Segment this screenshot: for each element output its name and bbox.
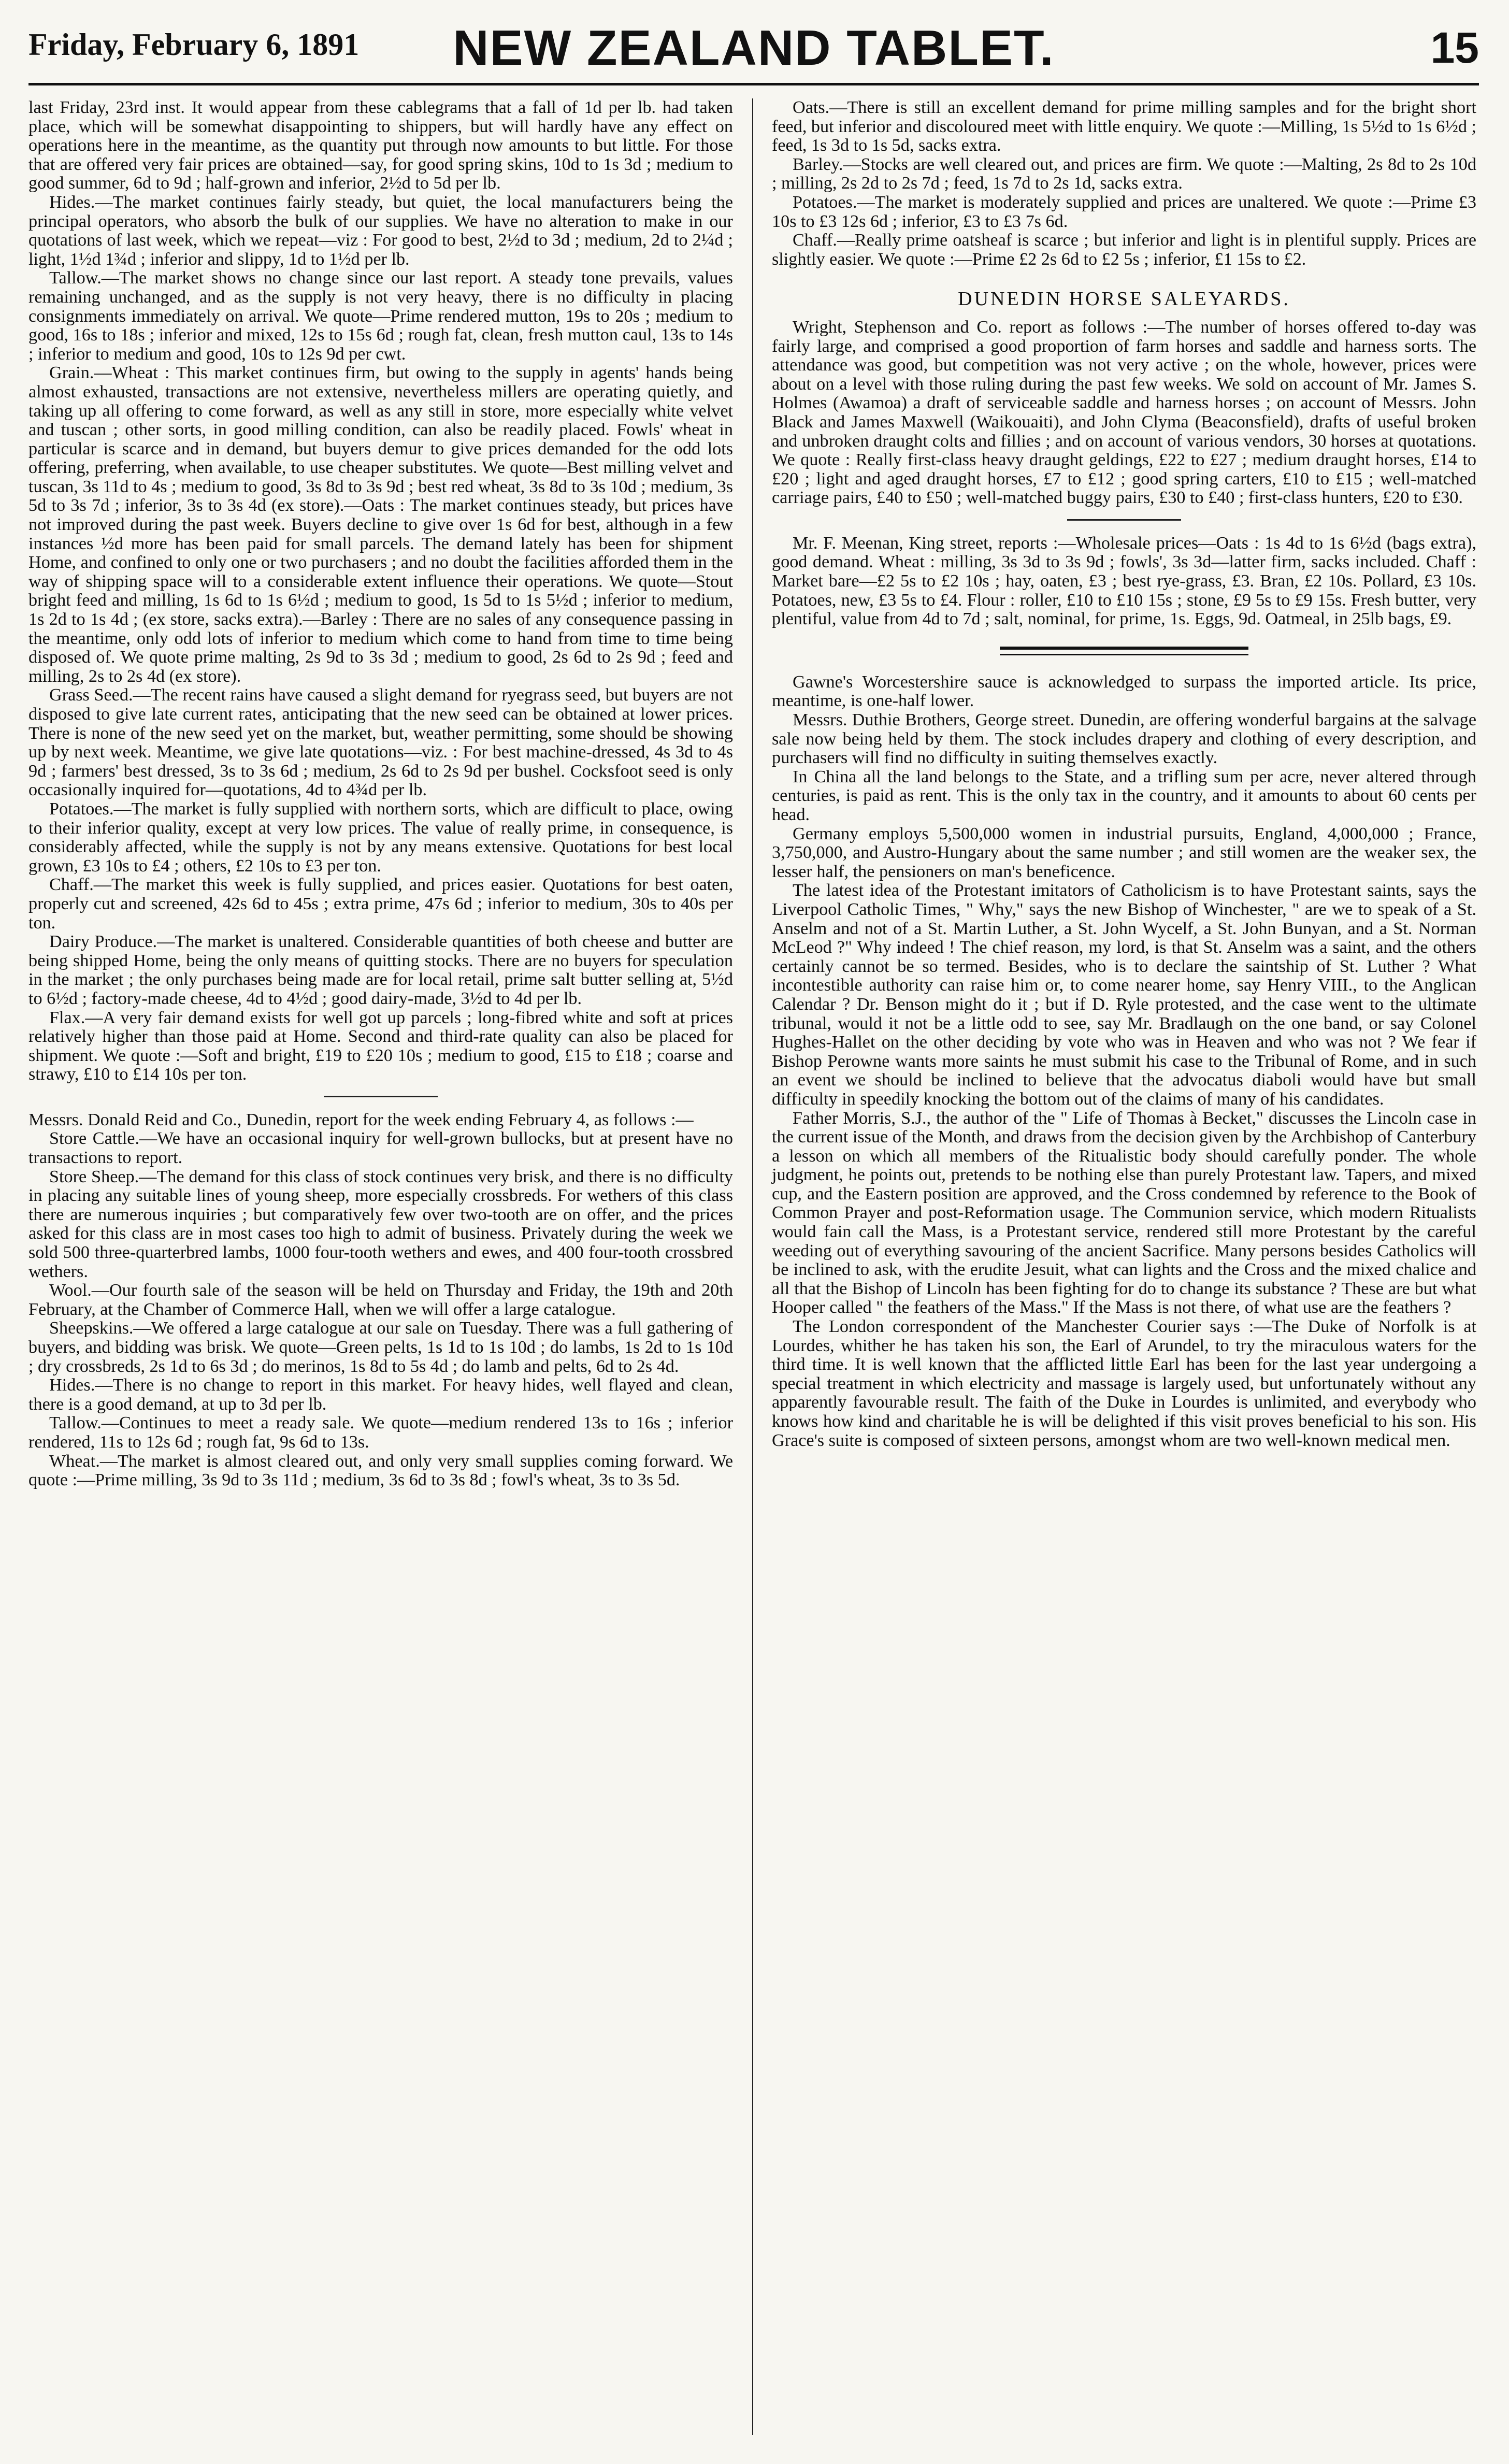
article-paragraph: Hides.—The market continues fairly steady, but quiet, the local manufacturers being the principal operators, who absorb the bulk of our supplies. We have no alteration to make in our quotations of last week, which we repeat—viz : For good to best, 2½d to 3d ; medium, 2d to 2¼d ; light, 1½d 1¾d ; inferior and slippy, 1d to 1½d per lb. (28, 192, 733, 269)
article-paragraph: Gawne's Worcestershire sauce is acknowledged to surpass the imported article. Its price, meantime, is one-half lower. (772, 672, 1476, 711)
article-paragraph: Store Cattle.—We have an occasional inquiry for well-grown bullocks, but at present have no transactions to report. (28, 1129, 733, 1168)
article-paragraph: Grain.—Wheat : This market continues firm, but owing to the supply in agents' hands being almost exhausted, transactions are not extensive, nevertheless millers are operating quietly, and taking up all offering to come forward, as well as any still in store, more especially white velvet and tuscan ; other sorts, in good milling condition, can also be readily placed. Fowls' wheat in particular is scarce and in demand, but buyers demur to give prices demanded for the odd lots offering, preferring, when available, to use cheaper substitutes. We quote—Best milling velvet and tuscan, 3s 11d to 4s ; medium to good, 3s 8d to 3s 9d ; best red wheat, 3s 8d to 3s 10d ; medium, 3s 5d to 3s 7d ; inferior, 3s to 3s 4d (ex store).—Oats : The market continues steady, but prices have not improved during the past week. Buyers decline to give over 1s 6d for best, although in a few instances ½d more has been paid for small parcels. The demand lately has been for shipment Home, and confined to only one or two purchasers ; and no doubt the facilities afforded them in the way of shipping space will to a considerable extent influence their operations. We quote—Stout bright feed and milling, 1s 6d to 1s 6½d ; medium to good, 1s 5d to 1s 5½d ; inferior to medium, 1s 2d to 1s 4d ; (ex store, sacks extra).—Barley : There are no sales of any consequence passing in the meantime, only odd lots of inferior to medium which come to hand from time to time being disposed of. We quote prime malting, 2s 9d to 3s 3d ; medium to good, 2s 6d to 2s 9d ; feed and milling, 2s to 2s 4d (ex store). (28, 363, 733, 686)
section-divider (1067, 519, 1181, 521)
article-paragraph: Wool.—Our fourth sale of the season will be held on Thursday and Friday, the 19th and 20th February, at the Chamber of Commerce Hall, when we will offer a large catalogue. (28, 1281, 733, 1319)
article-paragraph: Hides.—There is no change to report in this market. For heavy hides, well flayed and clean, there is a good demand, at up to 3d per lb. (28, 1376, 733, 1414)
article-paragraph: Barley.—Stocks are well cleared out, and prices are firm. We quote :—Malting, 2s 8d to 2s 10d ; milling, 2s 2d to 2s 7d ; feed, 1s 7d to 2s 1d, sacks extra. (772, 154, 1476, 193)
article-paragraph: Chaff.—The market this week is fully supplied, and prices easier. Quotations for best oaten, properly cut and screened, 42s 6d to 45s ; extra prime, 47s 6d ; inferior to medium, 30s to 40s per ton. (28, 875, 733, 933)
article-paragraph: Messrs. Duthie Brothers, George street. Dunedin, are offering wonderful bargains at the salvage sale now being held by them. The stock includes drapery and clothing of every description, and purchasers will find no difficulty in suiting themselves exactly. (772, 710, 1476, 768)
article-paragraph: Potatoes.—The market is moderately supplied and prices are unaltered. We quote :—Prime £3 10s to £3 12s 6d ; inferior, £3 to £3 7s 6d. (772, 192, 1476, 231)
article-paragraph: Tallow.—Continues to meet a ready sale. We quote—medium rendered 13s to 16s ; inferior rendered, 11s to 12s 6d ; rough fat, 9s 6d to 13s. (28, 1413, 733, 1452)
issue-date: Friday, February 6, 1891 (28, 27, 360, 62)
article-paragraph: Potatoes.—The market is fully supplied with northern sorts, which are difficult to place, owing to their inferior quality, except at very low prices. The value of really prime, in consequence, is considerably affected, while the supply is not by any means extensive. Quotations for best local grown, £3 10s to £4 ; others, £2 10s to £3 per ton. (28, 799, 733, 876)
article-paragraph: Wheat.—The market is almost cleared out, and only very small supplies coming forward. We quote :—Prime milling, 3s 9d to 3s 11d ; medium, 3s 6d to 3s 8d ; fowl's wheat, 3s to 3s 5d. (28, 1451, 733, 1490)
right-column (772, 98, 1476, 1450)
double-rule-divider (1000, 647, 1248, 655)
newspaper-title: NEW ZEALAND TABLET. (453, 20, 1055, 76)
section-heading: DUNEDIN HORSE SALEYARDS. (958, 288, 1290, 310)
article-paragraph: Tallow.—The market shows no change since our last report. A steady tone prevails, values remaining unchanged, and as the supply is not very heavy, there is no difficulty in placing consignments immediately on arrival. We quote—Prime rendered mutton, 19s to 20s ; medium to good, 16s to 18s ; inferior and mixed, 12s to 15s 6d ; rough fat, clean, fresh mutton caul, 13s to 14s ; inferior to medium and good, 10s to 12s 9d per cwt. (28, 268, 733, 364)
left-column (28, 98, 733, 1490)
article-paragraph: The latest idea of the Protestant imitators of Catholicism is to have Protestant saints, says the Liverpool Catholic Times, " Why," says the new Bishop of Winchester, " are we to speak of a St. Anselm and not of a St. Martin Luther, a St. John Wycelf, a St. John Bunyan, and a St. Norman McLeod ?" Why indeed ! The chief reason, my lord, is that St. Anselm was a saint, and the others certainly cannot be so termed. Besides, who is to declare the saintship of St. Luther ? What incontestible authority can raise him or, to come nearer home, say Henry VIII., to the Anglican Calendar ? Dr. Benson might do it ; but if D. Ryle protested, and the case went to the ultimate tribunal, would it not be a little odd to see, say Mr. Bradlaugh on the one band, or say Colonel Hughes-Hallet on the other deciding by vote who was in Heaven and who was not ? We fear if Bishop Perowne wants more saints he must submit his case to the Tribunal of Rome, and in such an event we should be inclined to believe that the advocatus diaboli would have but small difficulty in speedily knocking the bottom out of the claims of many of his candidates. (772, 881, 1476, 1109)
article-paragraph: Chaff.—Really prime oatsheaf is scarce ; but inferior and light is in plentiful supply. Prices are slightly easier. We quote :—Prime £2 2s 6d to £2 5s ; inferior, £1 15s to £2. (772, 231, 1476, 269)
article-paragraph: Dairy Produce.—The market is unaltered. Considerable quantities of both cheese and butter are being shipped Home, being the only means of quitting stocks. There are no buyers for speculation in the market ; the only purchases being made are for local retail, prime salt butter selling at, 5½d to 6½d ; factory-made cheese, 4d to 4½d ; good dairy-made, 3½d to 4d per lb. (28, 932, 733, 1008)
section-divider (324, 1096, 438, 1097)
page-number: 15 (1430, 23, 1479, 72)
article-paragraph: Store Sheep.—The demand for this class of stock continues very brisk, and there is no difficulty in placing any suitable lines of young sheep, more especially crossbreds. For wethers of this class there are numerous inquiries ; but comparatively few over two-tooth are on offer, and the prices asked for this class are in most cases too high to admit of business. Privately during the week we sold 500 three-quarterbred lambs, 1000 four-tooth wethers and ewes, and 400 four-tooth crossbred wethers. (28, 1167, 733, 1281)
report-intro: Messrs. Donald Reid and Co., Dunedin, report for the week ending February 4, as follows :— (28, 1110, 694, 1129)
column-divider (752, 98, 753, 2435)
article-paragraph: Oats.—There is still an excellent demand for prime milling samples and for the bright short feed, but inferior and discoloured meet with little enquiry. We quote :—Milling, 1s 5½d to 1s 6½d ; feed, 1s 3d to 1s 5d, sacks extra. (772, 98, 1476, 155)
article-paragraph: Grass Seed.—The recent rains have caused a slight demand for ryegrass seed, but buyers are not disposed to give late current rates, anticipating that the new seed can be obtained at lower prices. There is none of the new seed yet on the market, but, weather permitting, some should be showing up by next week. Meantime, we give late quotations—viz. : For best machine-dressed, 4s 3d to 4s 9d ; farmers' best dressed, 3s to 3s 6d ; medium, 2s 6d to 2s 9d per bushel. Cocksfoot seed is only occasionally inquired for—quotations, 4d to 4¾d per lb. (28, 685, 733, 800)
article-paragraph: Sheepskins.—We offered a large catalogue at our sale on Tuesday. There was a full gathering of buyers, and bidding was brisk. We quote—Green pelts, 1s 1d to 1s 10d ; do lambs, 1s 2d to 1s 10d ; dry crossbreds, 2s 1d to 6s 3d ; do merinos, 1s 8d to 5s 4d ; do lamb and pelts, 6d to 2s 4d. (28, 1319, 733, 1376)
article-paragraph: In China all the land belongs to the State, and a trifling sum per acre, never altered through centuries, is paid as rent. This is the only tax in the country, and it amounts to about 60 cents per head. (772, 767, 1476, 824)
article-paragraph: Father Morris, S.J., the author of the " Life of Thomas à Becket," discusses the Lincoln case in the current issue of the Month, and draws from the decision given by the Archbishop of Canterbury a lesson on which all members of the Ritualistic body should carefully ponder. The whole judgment, he points out, pretends to be nothing else than purely Protestant law. Tapers, and mixed cup, and the Eastern position are approved, and the Cross condemned by reference to the Book of Common Prayer and post-Reformation usage. The Communion service, which modern Ritualists would fain call the Mass, is a Protestant service, rendered still more Protestant by the careful weeding out of everything savouring of the ancient Sacrifice. Many persons besides Catholics will be inclined to ask, with the erudite Jesuit, what can lights and the Cross and the mixed chalice and all that the Bishop of Lincoln has been fighting for do to change its substance ? These are but what Hooper called " the feathers of the Mass." If the Mass is not there, of what use are the feathers ? (772, 1108, 1476, 1317)
article-paragraph: Flax.—A very fair demand exists for well got up parcels ; long-fibred white and soft at prices relatively higher than those paid at Home. Second and third-rate quality can also be placed for shipment. We quote :—Soft and bright, £19 to £20 10s ; medium to good, £15 to £18 ; coarse and strawy, £10 to £14 10s per ton. (28, 1008, 733, 1084)
article-paragraph: last Friday, 23rd inst. It would appear from these cablegrams that a fall of 1d per lb. had taken place, which will be somewhat disappointing to shippers, but will hardly have any effect on operations here in the meantime, as the quantity put through now amounts to but little. For those that are offered very fair prices are obtained—say, for good spring skins, 10d to 1s 3d ; medium to good summer, 6d to 9d ; half-grown and inferior, 2½d to 5d per lb. (28, 98, 733, 193)
article-paragraph: The London correspondent of the Manchester Courier says :—The Duke of Norfolk is at Lourdes, whither he has taken his son, the Earl of Arundel, to try the miraculous waters for the third time. It is well known that the afflicted little Earl has been for the last year undergoing a special treatment in which electricity and massage is largely used, but unfortunately without any apparently favourable result. The faith of the Duke in Lourdes is unlimited, and everybody who knows how kind and charitable he is will be delighted if this visit proves beneficial to his son. His Grace's suite is composed of sixteen persons, amongst whom are two well-known medical men. (772, 1317, 1476, 1450)
article-paragraph: Wright, Stephenson and Co. report as follows :—The number of horses offered to-day was fairly large, and comprised a good proportion of farm horses and saddle and harness sorts. The attendance was good, but competition was not very active ; on the whole, however, prices were about on a level with those ruling during the past few weeks. We sold on account of Mr. James S. Holmes (Awamoa) a draft of serviceable saddle and harness horses ; on account of Messrs. John Black and James Maxwell (Waikouaiti), and John Clyma (Beaconsfield), drafts of useful broken and unbroken draught colts and fillies ; and on account of various vendors, 30 horses at quotations. We quote : Really first-class heavy draught geldings, £22 to £27 ; medium draught horses, £14 to £20 ; light and aged draught horses, £7 to £12 ; good spring carters, £10 to £15 ; well-matched carriage pairs, £40 to £50 ; well-matched buggy pairs, £30 to £40 ; first-class hunters, £20 to £30. (772, 317, 1476, 508)
article-paragraph: Germany employs 5,500,000 women in industrial pursuits, England, 4,000,000 ; France, 3,750,000, and Austro-Hungary about the same number ; and still women are the weaker sex, the lesser half, the pensioners on man's beneficence. (772, 824, 1476, 881)
masthead (28, 16, 1479, 85)
article-paragraph: Mr. F. Meenan, King street, reports :—Wholesale prices—Oats : 1s 4d to 1s 6½d (bags extra), good demand. Wheat : milling, 3s 3d to 3s 9d ; fowls', 3s 3d—latter firm, sacks included. Chaff : Market bare—£2 5s to £2 10s ; hay, oaten, £3 ; best rye-grass, £3. Bran, £2 10s. Pollard, £3 10s. Potatoes, new, £3 5s to £4. Flour : roller, £10 to £10 15s ; stone, £9 5s to £9 15s. Fresh butter, very plentiful, value from 4d to 7d ; salt, nominal, for prime, 1s. Eggs, 9d. Oatmeal, in 25lb bags, £9. (772, 533, 1476, 629)
